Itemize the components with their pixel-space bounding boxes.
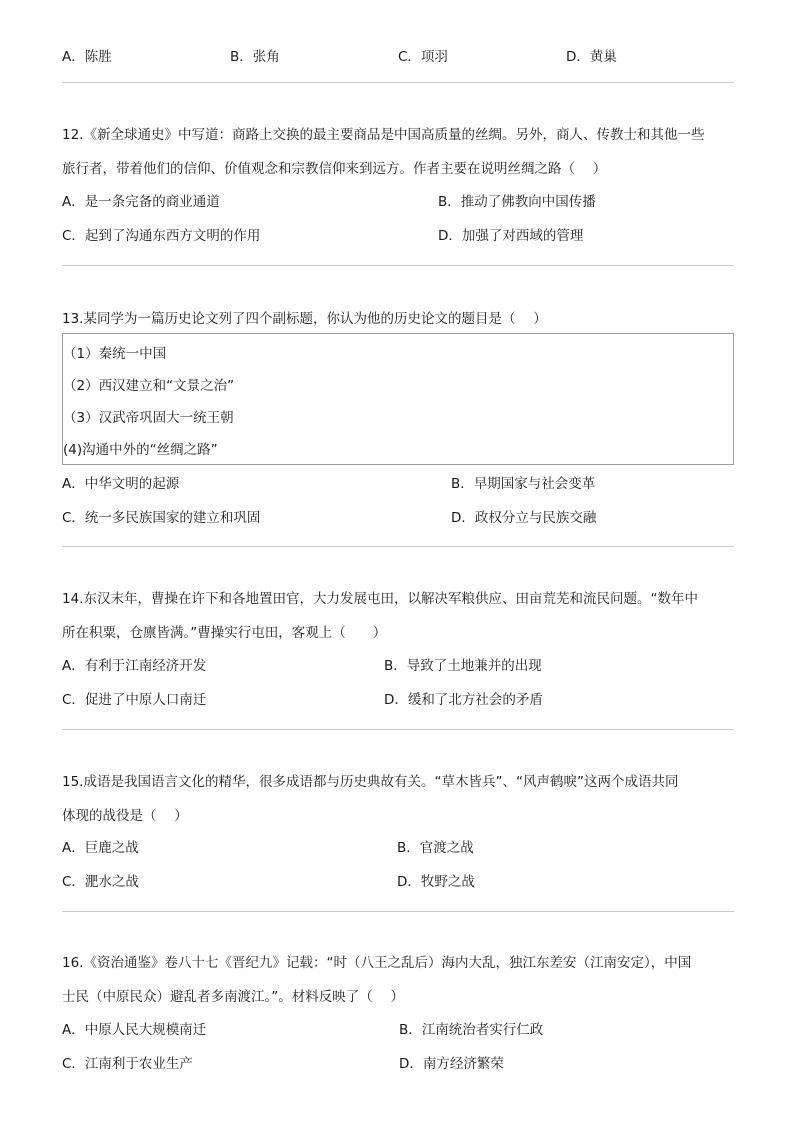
divider [62, 82, 734, 83]
q15-option-a[interactable]: A．巨鹿之战 [62, 840, 139, 856]
q16-stem [62, 946, 734, 1014]
q11-option-d[interactable]: D．黄巢 [566, 49, 617, 65]
q14-stem-line1: 14.东汉末年，曹操在许下和各地置田官，大力发展屯田，以解决军粮供应、田亩荒芜和流民问题。“数年中 [62, 591, 698, 607]
q15-stem-line2: 体现的战役是（ ） [62, 808, 188, 824]
q12-option-d[interactable]: D．加强了对西域的管理 [438, 228, 584, 244]
q13-box-line1: （1）秦统一中国 [63, 346, 167, 362]
q14-stem [62, 582, 734, 650]
q11-option-a[interactable]: A．陈胜 [62, 49, 112, 65]
q13-option-c[interactable]: C．统一多民族国家的建立和巩固 [62, 510, 261, 526]
q12-stem-line1: 12.《新全球通史》中写道：商路上交换的最主要商品是中国高质量的丝绸。另外，商人、传教士和其他一些 [62, 127, 705, 143]
q14-option-d[interactable]: D．缓和了北方社会的矛盾 [384, 692, 543, 708]
q12-stem-line2: 旅行者，带着他们的信仰、价值观念和宗教信仰来到远方。作者主要在说明丝绸之路（ ） [62, 161, 607, 177]
q13-box-line4: (4)沟通中外的“丝绸之路” [63, 442, 218, 458]
q13-option-d[interactable]: D．政权分立与民族交融 [451, 510, 597, 526]
q14-option-c[interactable]: C．促进了中原人口南迁 [62, 692, 207, 708]
q11-options [62, 45, 734, 65]
q15-option-c[interactable]: C．淝水之战 [62, 874, 139, 890]
q16-stem-line1: 16.《资治通鉴》卷八十七《晋纪九》记载：“时（八王之乱后）海内大乱，独江东差安（江南安定），中国 [62, 955, 692, 971]
q16-option-c[interactable]: C．江南利于农业生产 [62, 1056, 193, 1072]
q13-option-a[interactable]: A．中华文明的起源 [62, 476, 180, 492]
q14-stem-line2: 所在积粟，仓廪皆满。”曹操实行屯田，客观上（ ） [62, 625, 387, 641]
q13-box-line2: （2）西汉建立和“文景之治” [63, 378, 235, 394]
q11-option-c[interactable]: C．项羽 [398, 49, 448, 65]
divider [62, 546, 734, 547]
q12-stem [62, 118, 734, 186]
q15-option-d[interactable]: D．牧野之战 [397, 874, 475, 890]
q13-option-b[interactable]: B．早期国家与社会变革 [451, 476, 596, 492]
divider [62, 729, 734, 730]
q14-option-a[interactable]: A．有利于江南经济开发 [62, 658, 207, 674]
q16-option-b[interactable]: B．江南统治者实行仁政 [399, 1022, 544, 1038]
q13-subtitle-box [62, 333, 734, 465]
q12-option-b[interactable]: B．推动了佛教向中国传播 [438, 194, 596, 210]
divider [62, 911, 734, 912]
q12-option-a[interactable]: A．是一条完备的商业通道 [62, 194, 220, 210]
q13-stem: 13.某同学为一篇历史论文列了四个副标题，你认为他的历史论文的题目是（ ） [62, 311, 547, 327]
q12-option-c[interactable]: C．起到了沟通东西方文明的作用 [62, 228, 261, 244]
q14-option-b[interactable]: B．导致了土地兼并的出现 [384, 658, 542, 674]
divider [62, 265, 734, 266]
q15-option-b[interactable]: B．官渡之战 [397, 840, 474, 856]
q15-stem [62, 765, 734, 833]
q11-option-b[interactable]: B．张角 [230, 49, 280, 65]
q16-option-d[interactable]: D．南方经济繁荣 [399, 1056, 504, 1072]
q16-option-a[interactable]: A．中原人民大规模南迁 [62, 1022, 207, 1038]
q16-stem-line2: 士民（中原民众）避乱者多南渡江。”。材料反映了（ ） [62, 989, 405, 1005]
q15-stem-line1: 15.成语是我国语言文化的精华，很多成语都与历史典故有关。“草木皆兵”、“风声鹤唳”这两个成语共同 [62, 774, 679, 790]
q13-box-line3: （3）汉武帝巩固大一统王朝 [63, 410, 234, 426]
